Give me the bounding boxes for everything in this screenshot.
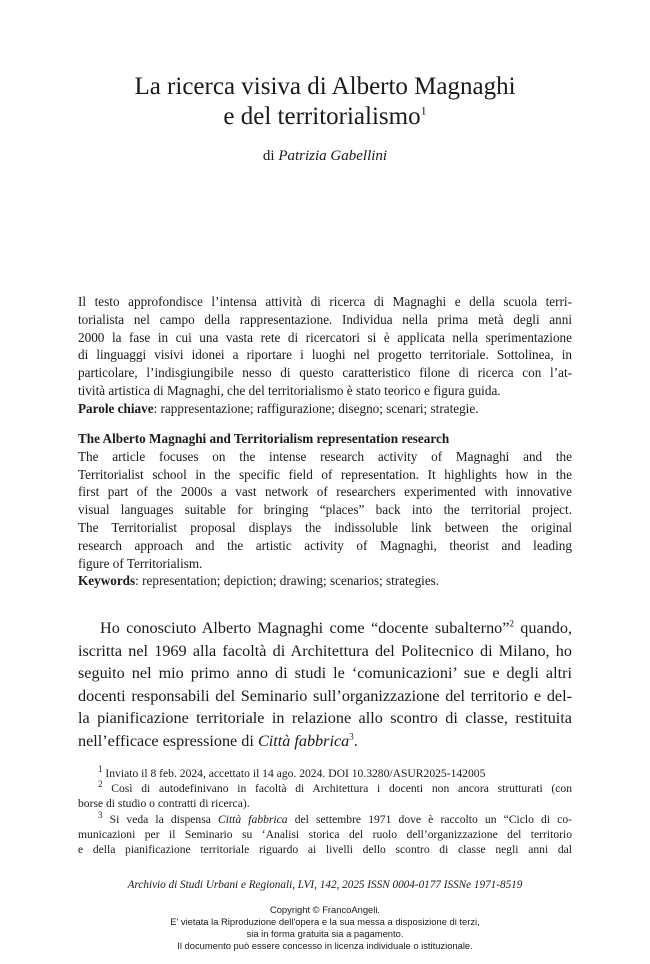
body-line: docenti responsabili del Seminario sull’organizzazione del territorio e del- bbox=[78, 686, 572, 705]
body-text-span: Ho conosciuto Alberto Magnaghi come “docente subalterno” bbox=[100, 619, 510, 637]
footnote-3-cont: e della pianificazione territoriale riguardo ai livelli dello scontro di classe negli anni dal bbox=[78, 843, 572, 857]
abstract-en-line: research approach and the artistic activity of Magnaghi, theorist and leading bbox=[78, 537, 572, 553]
body-text-span: . bbox=[353, 731, 358, 750]
body-line: seguito nel mio primo anno di studi le ‘comunicazioni’ sue e degli altri bbox=[78, 664, 572, 683]
abstract-it-keywords bbox=[78, 400, 572, 418]
article-title-line-1 bbox=[0, 72, 650, 102]
footnotes bbox=[78, 766, 572, 857]
copyright-line: Il documento può essere concesso in licenza individuale o istituzionale. bbox=[177, 940, 473, 951]
body-paragraph bbox=[78, 617, 572, 753]
abstract-en-title: The Alberto Magnaghi and Territorialism representation research bbox=[78, 431, 450, 446]
author-name: Patrizia Gabellini bbox=[278, 148, 388, 164]
footnote-3 bbox=[78, 809, 572, 827]
body-italic-span: Città fabbrica bbox=[257, 731, 350, 750]
abstract-en-line: The article focuses on the intense research activity of Magnaghi and the bbox=[78, 448, 572, 464]
abstract-en-line: The Territorialist proposal displays the indissoluble link between the original bbox=[78, 519, 572, 535]
footnote-3-cont: municazioni per il Seminario su ‘Analisi storica del ruolo dell’organizzazione del territorio bbox=[78, 827, 572, 841]
footnote-mark: 2 bbox=[98, 779, 103, 790]
footnote-text: Così di autodefinivano in facoltà di Architettura i docenti non ancora strutturati (con bbox=[102, 782, 572, 796]
body-line: iscritta nel 1969 alla facoltà di Architettura del Politecnico di Milano, ho bbox=[78, 641, 572, 660]
footnote-text: del settembre 1971 dove è raccolto un “Ciclo di co- bbox=[287, 812, 572, 826]
footnote-1 bbox=[78, 766, 572, 781]
copyright-notice bbox=[0, 904, 650, 952]
keywords-en-label: Keywords bbox=[78, 573, 136, 589]
author-byline bbox=[0, 147, 650, 165]
footnote-italic: Città fabbrica bbox=[217, 812, 288, 826]
abstract-it-line: di linguaggi visivi idonei a riportare i luoghi nel progetto territoriale. Sottolinea, in bbox=[78, 347, 572, 363]
copyright-line: Copyright © FrancoAngeli. bbox=[269, 904, 381, 915]
keywords-en-text: : representation; depiction; drawing; scenarios; strategies. bbox=[135, 573, 440, 589]
keywords-it-text: : rappresentazione; raffigurazione; disegno; scenari; strategie. bbox=[153, 400, 479, 416]
abstract-italian bbox=[78, 293, 572, 418]
abstract-it-line: 2000 la fase in cui una vasta rete di ricercatori si è applicata nella sperimentazione bbox=[78, 329, 572, 345]
footnote-ref-3[interactable]: 3 bbox=[349, 731, 354, 742]
article-title-text-1: La ricerca visiva di Alberto Magnaghi bbox=[134, 73, 516, 100]
footnote-2-cont: borse di studio o contratti di ricerca). bbox=[78, 797, 250, 811]
footnote-text: Si veda la dispensa bbox=[102, 812, 218, 826]
body-text-span: nell’efficace espressione di bbox=[78, 731, 258, 750]
abstract-en-keywords bbox=[78, 572, 572, 590]
abstract-en-line: first part of the 2000s a vast network of researchers experimented with innovative bbox=[78, 484, 572, 500]
article-title-text-2: e del territorialismo bbox=[223, 103, 421, 130]
body-text-span: quando, bbox=[513, 619, 572, 637]
body-line bbox=[78, 730, 572, 753]
abstract-en-line: figure of Territorialism. bbox=[78, 555, 203, 571]
body-line bbox=[78, 617, 572, 640]
footnote-mark: 3 bbox=[98, 809, 103, 820]
abstract-en-line: visual languages suitable for bringing “places” back into the territorial project. bbox=[78, 502, 572, 518]
footnote-ref-2[interactable]: 2 bbox=[509, 618, 514, 629]
footnote-2 bbox=[78, 781, 572, 796]
title-footnote-mark[interactable]: 1 bbox=[420, 103, 427, 118]
copyright-line: sia in forma gratuita sia a pagamento. bbox=[246, 928, 404, 939]
footnote-mark: 1 bbox=[98, 764, 103, 775]
body-line: la pianificazione territoriale in relazione allo scontro di classe, restituita bbox=[78, 709, 572, 728]
abstract-it-line: Il testo approfondisce l’intensa attività di ricerca di Magnaghi e della scuola terri- bbox=[78, 294, 572, 309]
abstract-it-line: torialista nel campo della rappresentazione. Individua nella prima metà degli anni bbox=[78, 311, 572, 327]
abstract-english bbox=[78, 430, 572, 590]
copyright-line: E' vietata la Riproduzione dell'opera e la sua messa a disposizione di terzi, bbox=[170, 916, 480, 927]
article-title-line-2 bbox=[0, 102, 650, 132]
abstract-en-line: Territorialist school in the specific field of representation. It highlights how in the bbox=[78, 466, 572, 482]
keywords-it-label: Parole chiave bbox=[78, 400, 154, 416]
abstract-it-line: tività artistica di Magnaghi, che del territorialismo è stato teorico e figura guida. bbox=[78, 382, 501, 398]
author-prefix: di bbox=[262, 148, 275, 164]
footnote-text: Inviato il 8 feb. 2024, accettato il 14 ago. 2024. DOI 10.3280/ASUR2025-142005 bbox=[102, 767, 486, 780]
abstract-it-line: particolare, l’indisgiungibile nesso di questo caratteristico filone di ricerca con l’at- bbox=[78, 365, 572, 381]
journal-citation: Archivio di Studi Urbani e Regionali, LVI, 142, 2025 ISSN 0004-0177 ISSNe 1971-8519 bbox=[127, 879, 523, 891]
